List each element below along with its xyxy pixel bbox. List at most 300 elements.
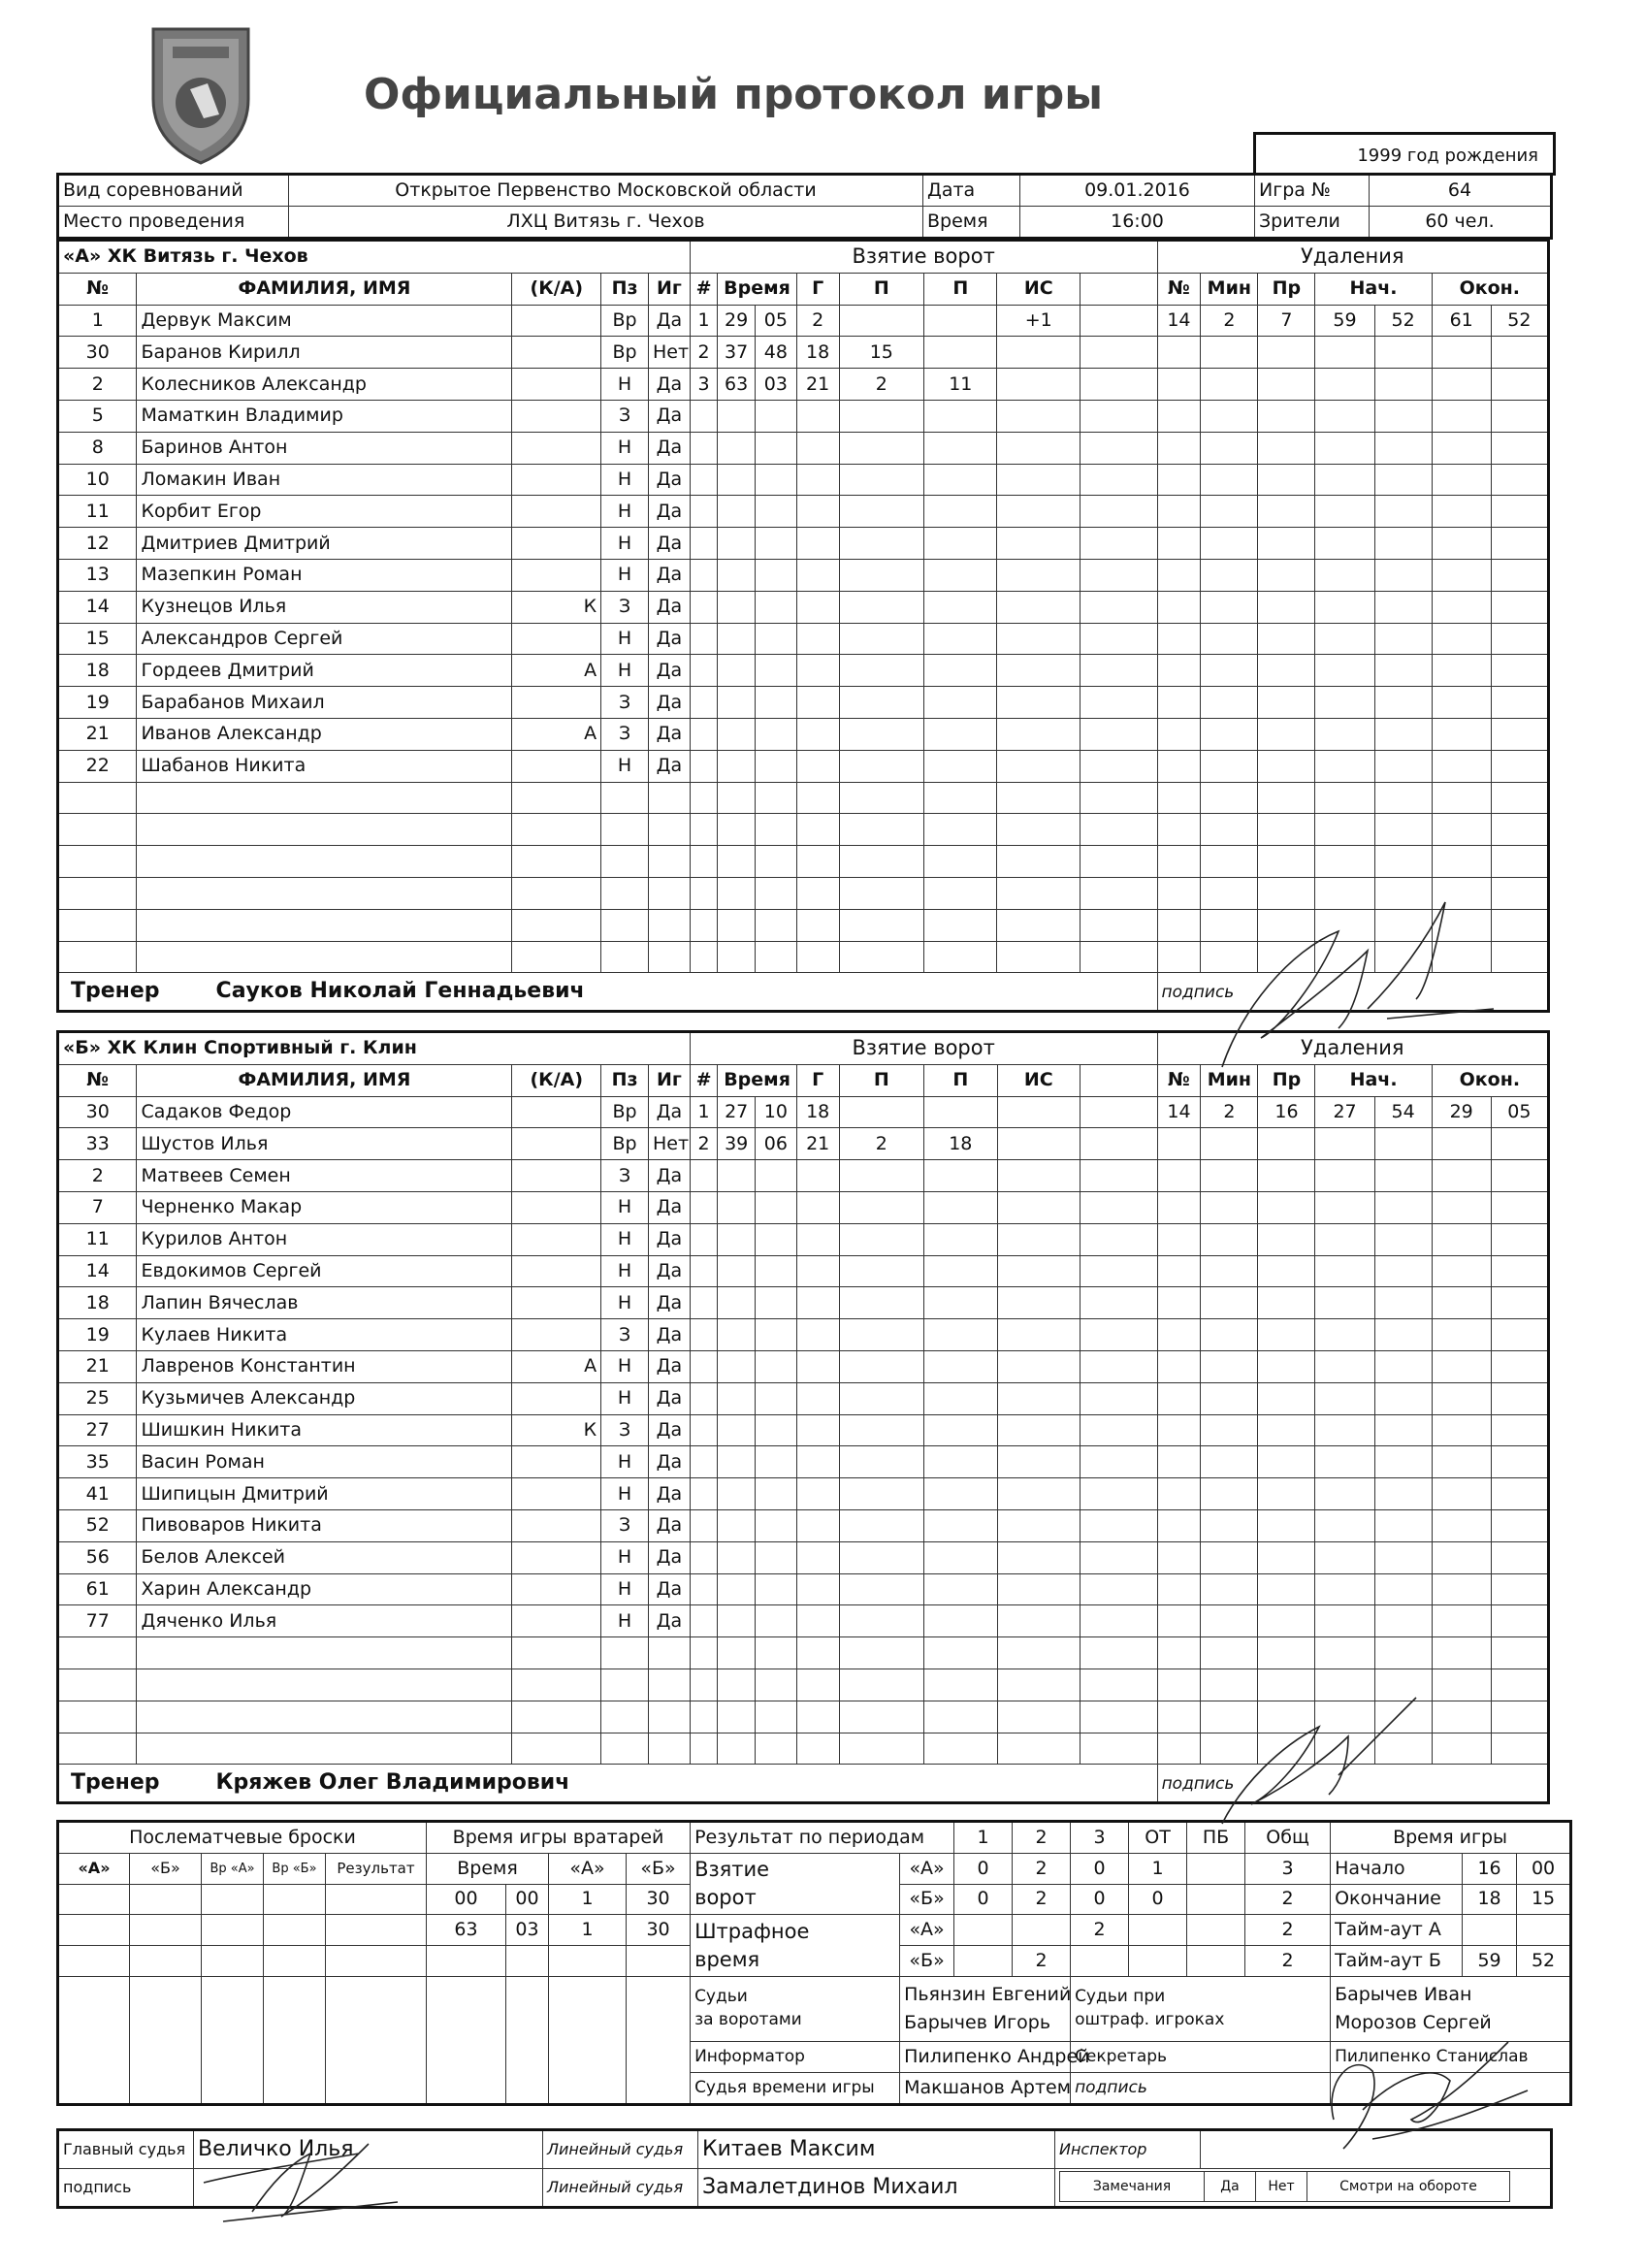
penalty-start-sec <box>1374 464 1432 496</box>
player-role <box>512 877 601 909</box>
col-pos: Пз <box>601 273 649 305</box>
player-name <box>137 1733 512 1765</box>
goal-strength <box>997 1637 1081 1669</box>
penalty-player <box>1157 1128 1201 1160</box>
player-name: Белов Алексей <box>137 1541 512 1573</box>
penalty-reason <box>1258 1509 1315 1541</box>
penalty-player <box>1157 1733 1201 1765</box>
penalty-reason <box>1258 1446 1315 1478</box>
penalty-start-sec <box>1374 1255 1432 1287</box>
remarks-label: Замечания <box>1060 2171 1205 2201</box>
player-played <box>648 1637 690 1669</box>
penalty-player <box>1157 1637 1201 1669</box>
penalty-start-sec <box>1374 814 1432 846</box>
table-row <box>58 1382 1549 1414</box>
pen-a-period <box>1013 1915 1071 1946</box>
penalty-end-sec <box>1491 655 1548 687</box>
goal-second <box>756 1191 797 1223</box>
penalty-start-min <box>1315 1223 1374 1255</box>
penalty-player <box>1157 1160 1201 1192</box>
goal-second <box>756 1541 797 1573</box>
table-row <box>58 782 1549 814</box>
timekeeper: Макшанов Артем <box>900 2072 1071 2104</box>
goal-scorer <box>796 1382 839 1414</box>
goal-number <box>690 1287 718 1319</box>
player-name: Матвеев Семен <box>137 1160 512 1192</box>
goal-number <box>690 1255 718 1287</box>
player-number: 7 <box>58 1191 137 1223</box>
coach-cell <box>58 973 1158 1012</box>
penalty-start-min <box>1315 1255 1374 1287</box>
player-played <box>648 1701 690 1733</box>
goal-assist-1 <box>839 750 924 782</box>
penalty-player <box>1157 909 1201 941</box>
timeout-a-label: Тайм-аут А <box>1331 1915 1463 1946</box>
goal-minute <box>718 496 756 528</box>
goal-second <box>755 464 796 496</box>
goal-assist-1 <box>839 464 924 496</box>
goal-number: 1 <box>690 305 718 337</box>
goal-number <box>690 464 718 496</box>
player-role: К <box>512 1414 601 1446</box>
time-value: 16:00 <box>1020 206 1255 238</box>
penalty-start-min <box>1315 1160 1374 1192</box>
goal-minute <box>718 1350 756 1382</box>
player-position <box>601 782 649 814</box>
goals-b-period: 0 <box>954 1884 1013 1915</box>
goal-number <box>690 782 718 814</box>
goal-minute <box>718 1669 756 1701</box>
penalty-start-min <box>1315 1382 1374 1414</box>
goal-number: 2 <box>690 337 718 369</box>
goal-assist-2 <box>924 337 997 369</box>
goal-number <box>690 1509 718 1541</box>
player-name: Гордеев Дмитрий <box>137 655 512 687</box>
player-number <box>58 941 137 973</box>
penalty-player <box>1157 1446 1201 1478</box>
goals-b-period: 0 <box>1071 1884 1129 1915</box>
player-number <box>58 1701 137 1733</box>
player-position: З <box>601 1414 649 1446</box>
shootout-cell <box>58 1946 130 1977</box>
player-number: 19 <box>58 1319 137 1351</box>
goal-extra <box>1081 337 1158 369</box>
goal-assist-1 <box>839 1669 924 1701</box>
player-role <box>512 1287 601 1319</box>
goal-second: 05 <box>755 305 796 337</box>
player-position: Н <box>601 750 649 782</box>
penalty-reason <box>1258 432 1315 464</box>
goal-extra <box>1081 941 1158 973</box>
player-role <box>512 623 601 655</box>
penalty-end-sec <box>1491 687 1548 719</box>
penalty-reason <box>1258 718 1315 750</box>
goal-assist-1 <box>839 941 924 973</box>
penalty-end-sec <box>1491 1350 1548 1382</box>
goal-strength <box>997 1160 1081 1192</box>
penalty-player <box>1157 591 1201 623</box>
penalty-player <box>1157 1669 1201 1701</box>
penalty-player <box>1157 1605 1201 1637</box>
goal-assist-2 <box>924 1605 997 1637</box>
goal-scorer <box>796 400 839 432</box>
coach-label: Тренер <box>71 1770 160 1796</box>
table-row <box>58 1446 1549 1478</box>
goals-a-period: 2 <box>1013 1853 1071 1884</box>
goal-second <box>756 1382 797 1414</box>
player-position <box>601 1733 649 1765</box>
goal-strength <box>997 1255 1081 1287</box>
goal-number <box>690 591 718 623</box>
goal-assist-2 <box>924 559 997 591</box>
goal-scorer <box>796 1573 839 1605</box>
penalty-end-min <box>1432 1478 1491 1510</box>
penalty-minutes <box>1201 1319 1258 1351</box>
period-col-header: 3 <box>1071 1822 1129 1854</box>
shootout-cell <box>326 1946 427 1977</box>
shootout-cell <box>264 1915 326 1946</box>
goal-strength <box>997 846 1081 878</box>
penalty-end-min <box>1432 750 1491 782</box>
player-name: Лапин Вячеслав <box>137 1287 512 1319</box>
player-played <box>648 1733 690 1765</box>
player-played: Да <box>649 623 691 655</box>
player-position: Н <box>601 559 649 591</box>
goal-minute <box>718 687 756 719</box>
col-pen-reason: Пр <box>1258 273 1315 305</box>
penalty-end-sec <box>1491 814 1548 846</box>
col-goal-time: Время <box>718 273 796 305</box>
penalty-reason <box>1258 559 1315 591</box>
player-number: 33 <box>58 1128 137 1160</box>
goal-minute <box>718 1733 756 1765</box>
goal-scorer <box>796 528 839 560</box>
penalty-end-sec <box>1491 1446 1548 1478</box>
goal-assist-1: 2 <box>839 369 924 401</box>
secretary-signature-label: подпись <box>1071 2072 1331 2104</box>
pen-b-period: 2 <box>1013 1946 1071 1977</box>
player-role <box>512 1223 601 1255</box>
player-name: Шабанов Никита <box>137 750 512 782</box>
penalty-player <box>1157 337 1201 369</box>
goal-scorer <box>796 687 839 719</box>
penalty-start-sec <box>1374 496 1432 528</box>
table-row <box>58 1255 1549 1287</box>
goal-assist-2 <box>924 1669 997 1701</box>
game-label: Игра № <box>1255 175 1370 207</box>
goalie-time-label: Время <box>427 1853 549 1884</box>
shootout-cell <box>202 1946 264 1977</box>
goal-strength <box>997 877 1081 909</box>
penalty-minutes <box>1201 432 1258 464</box>
goal-second <box>755 846 796 878</box>
goal-minute <box>718 1701 756 1733</box>
player-played: Да <box>649 591 691 623</box>
player-number: 30 <box>58 337 137 369</box>
penalty-start-min <box>1315 1128 1374 1160</box>
penalty-end-min <box>1432 1541 1491 1573</box>
goal-strength <box>997 1733 1081 1765</box>
goal-minute <box>718 718 756 750</box>
player-played: Да <box>649 400 691 432</box>
player-played: Да <box>648 1382 690 1414</box>
penalty-player <box>1157 1350 1201 1382</box>
penalty-end-sec <box>1491 1669 1548 1701</box>
penalty-minutes <box>1201 591 1258 623</box>
goal-assist-2 <box>924 1382 997 1414</box>
col-assist-1: П <box>839 1064 924 1096</box>
penalty-reason: 16 <box>1258 1096 1315 1128</box>
goal-number <box>690 528 718 560</box>
goal-scorer <box>796 718 839 750</box>
penalty-minutes <box>1201 814 1258 846</box>
table-row <box>58 687 1549 719</box>
player-name: Дервук Максим <box>137 305 512 337</box>
goal-strength <box>997 337 1081 369</box>
player-name: Пивоваров Никита <box>137 1509 512 1541</box>
penalty-end-min <box>1432 1319 1491 1351</box>
table-row <box>58 559 1549 591</box>
player-number: 21 <box>58 1350 137 1382</box>
goal-scorer <box>796 846 839 878</box>
penalty-end-sec <box>1491 1382 1548 1414</box>
goal-minute <box>718 1223 756 1255</box>
shootout-result: Результат <box>326 1853 427 1884</box>
goal-second <box>755 814 796 846</box>
penalty-minutes <box>1201 1637 1258 1669</box>
goal-number <box>690 1701 718 1733</box>
player-position <box>601 846 649 878</box>
goal-number <box>690 877 718 909</box>
goals-b-period: 2 <box>1013 1884 1071 1915</box>
goal-assist-1 <box>839 1573 924 1605</box>
player-number: 30 <box>58 1096 137 1128</box>
penalty-start-sec <box>1374 750 1432 782</box>
goal-extra <box>1081 496 1158 528</box>
penalty-end-min <box>1432 464 1491 496</box>
player-position: Н <box>601 528 649 560</box>
player-name: Дяченко Илья <box>137 1605 512 1637</box>
goal-assist-2 <box>924 528 997 560</box>
player-number <box>58 877 137 909</box>
player-name <box>137 814 512 846</box>
player-role <box>512 1319 601 1351</box>
goalie-time-min: 00 <box>427 1884 506 1915</box>
player-played: Да <box>648 1573 690 1605</box>
player-number: 10 <box>58 464 137 496</box>
table-row <box>58 1223 1549 1255</box>
penalty-end-sec <box>1491 1605 1548 1637</box>
goalie-b-value: 30 <box>627 1884 691 1915</box>
player-name <box>137 1701 512 1733</box>
penalty-player <box>1157 400 1201 432</box>
col-empty <box>1081 1064 1158 1096</box>
penalty-end-min <box>1432 432 1491 464</box>
goal-judges <box>900 1976 1071 2041</box>
player-played: Да <box>649 655 691 687</box>
player-role <box>512 1096 601 1128</box>
penalty-end-min <box>1432 1255 1491 1287</box>
penalty-player <box>1157 782 1201 814</box>
col-empty <box>1081 273 1158 305</box>
player-position: Н <box>601 1287 649 1319</box>
table-row <box>58 655 1549 687</box>
penalty-reason <box>1258 337 1315 369</box>
penalty-minutes <box>1201 623 1258 655</box>
col-strength: ИС <box>997 1064 1081 1096</box>
table-row <box>58 1287 1549 1319</box>
goal-number <box>690 941 718 973</box>
player-played <box>649 846 691 878</box>
goal-extra <box>1081 591 1158 623</box>
goal-scorer <box>796 559 839 591</box>
penalty-start-min <box>1315 623 1374 655</box>
player-role: К <box>512 591 601 623</box>
goal-second <box>756 1255 797 1287</box>
goal-assist-2 <box>924 1287 997 1319</box>
player-role <box>512 432 601 464</box>
goal-scorer <box>796 464 839 496</box>
penalty-reason <box>1258 623 1315 655</box>
penalty-minutes <box>1201 1287 1258 1319</box>
remarks-see-back: Смотри на обороте <box>1307 2171 1510 2201</box>
player-played: Да <box>648 1096 690 1128</box>
shootout-cell <box>130 1915 202 1946</box>
penalty-player <box>1157 1382 1201 1414</box>
player-number: 22 <box>58 750 137 782</box>
player-played: Да <box>649 718 691 750</box>
goal-extra <box>1081 1191 1158 1223</box>
penalty-end-sec <box>1491 877 1548 909</box>
penalty-end-min <box>1432 1160 1491 1192</box>
penalty-start-min <box>1315 432 1374 464</box>
goal-scorer <box>796 877 839 909</box>
table-row <box>58 1350 1549 1382</box>
goal-minute <box>718 1541 756 1573</box>
penalty-reason <box>1258 1541 1315 1573</box>
player-role <box>512 909 601 941</box>
shootout-cell <box>202 1915 264 1946</box>
goal-assist-1 <box>839 846 924 878</box>
goal-minute: 27 <box>718 1096 756 1128</box>
player-played: Нет <box>649 337 691 369</box>
penalty-reason <box>1258 1319 1315 1351</box>
penalty-minutes <box>1201 1478 1258 1510</box>
penalty-start-sec <box>1374 1478 1432 1510</box>
penalty-start-min <box>1315 559 1374 591</box>
goal-judge-1: Пьянзин Евгений <box>904 1984 1072 2006</box>
penalty-end-sec <box>1491 559 1548 591</box>
goal-scorer <box>796 909 839 941</box>
penalty-start-sec <box>1374 1541 1432 1573</box>
player-position <box>601 909 649 941</box>
goalie-cell <box>427 1946 506 1977</box>
player-number: 14 <box>58 591 137 623</box>
goal-number <box>690 432 718 464</box>
goals-label-2: ворот <box>694 1886 757 1910</box>
shootout-cell <box>202 1884 264 1915</box>
goal-extra <box>1081 1350 1158 1382</box>
penalty-minutes <box>1201 1509 1258 1541</box>
player-number <box>58 909 137 941</box>
goalie-cell <box>506 1946 549 1977</box>
penalty-time-label <box>691 1915 900 1977</box>
box-judge-2: Морозов Сергей <box>1335 2011 1492 2033</box>
penalty-start-sec <box>1374 369 1432 401</box>
penalty-reason <box>1258 814 1315 846</box>
goal-scorer <box>796 782 839 814</box>
player-number: 14 <box>58 1255 137 1287</box>
penalty-minutes <box>1201 1350 1258 1382</box>
player-number: 35 <box>58 1446 137 1478</box>
goal-second <box>756 1733 797 1765</box>
goal-extra <box>1081 369 1158 401</box>
col-pen-reason: Пр <box>1258 1064 1315 1096</box>
goal-assist-2 <box>924 591 997 623</box>
penalty-reason <box>1258 1478 1315 1510</box>
goal-assist-2 <box>924 1160 997 1192</box>
penalty-start-min <box>1315 528 1374 560</box>
penalty-start-sec <box>1374 1223 1432 1255</box>
col-assist-2: П <box>924 273 997 305</box>
goal-extra <box>1081 1255 1158 1287</box>
penalty-start-sec <box>1374 1637 1432 1669</box>
player-role <box>512 1160 601 1192</box>
goal-number <box>690 1382 718 1414</box>
goal-extra <box>1081 1446 1158 1478</box>
goal-minute <box>718 432 756 464</box>
goal-second <box>756 1350 797 1382</box>
goal-strength <box>997 750 1081 782</box>
goalie-time-min: 63 <box>427 1915 506 1946</box>
penalty-end-min <box>1432 1637 1491 1669</box>
goal-extra <box>1081 1414 1158 1446</box>
linesman-2: Замалетдинов Михаил <box>698 2169 1055 2208</box>
goal-strength <box>997 591 1081 623</box>
penalty-player <box>1157 1509 1201 1541</box>
penalty-start-sec <box>1374 655 1432 687</box>
signature-team-a <box>1203 892 1494 1086</box>
goal-scorer <box>796 432 839 464</box>
goal-assist-1 <box>839 591 924 623</box>
goals-a-period <box>1187 1853 1245 1884</box>
goal-extra <box>1081 1509 1158 1541</box>
goal-second <box>756 1414 797 1446</box>
penalty-end-sec <box>1491 1287 1548 1319</box>
player-name: Маматкин Владимир <box>137 400 512 432</box>
goal-scorer: 2 <box>796 305 839 337</box>
goal-extra <box>1081 1287 1158 1319</box>
goal-strength <box>997 1573 1081 1605</box>
penalty-end-sec <box>1491 1701 1548 1733</box>
penalty-end-min <box>1432 1287 1491 1319</box>
penalty-start-min <box>1315 814 1374 846</box>
player-position: З <box>601 1319 649 1351</box>
goal-number <box>690 1350 718 1382</box>
goal-number <box>690 750 718 782</box>
penalty-start-min <box>1315 846 1374 878</box>
goal-strength <box>997 1669 1081 1701</box>
coach-name: Кряжев Олег Владимирович <box>215 1770 570 1796</box>
player-role <box>512 1382 601 1414</box>
player-played: Да <box>648 1287 690 1319</box>
penalty-end-sec <box>1491 1414 1548 1446</box>
penalty-minutes <box>1201 1414 1258 1446</box>
goalie-cell <box>427 1976 506 2104</box>
goal-strength <box>997 655 1081 687</box>
player-position: Н <box>601 1605 649 1637</box>
player-role <box>512 1733 601 1765</box>
